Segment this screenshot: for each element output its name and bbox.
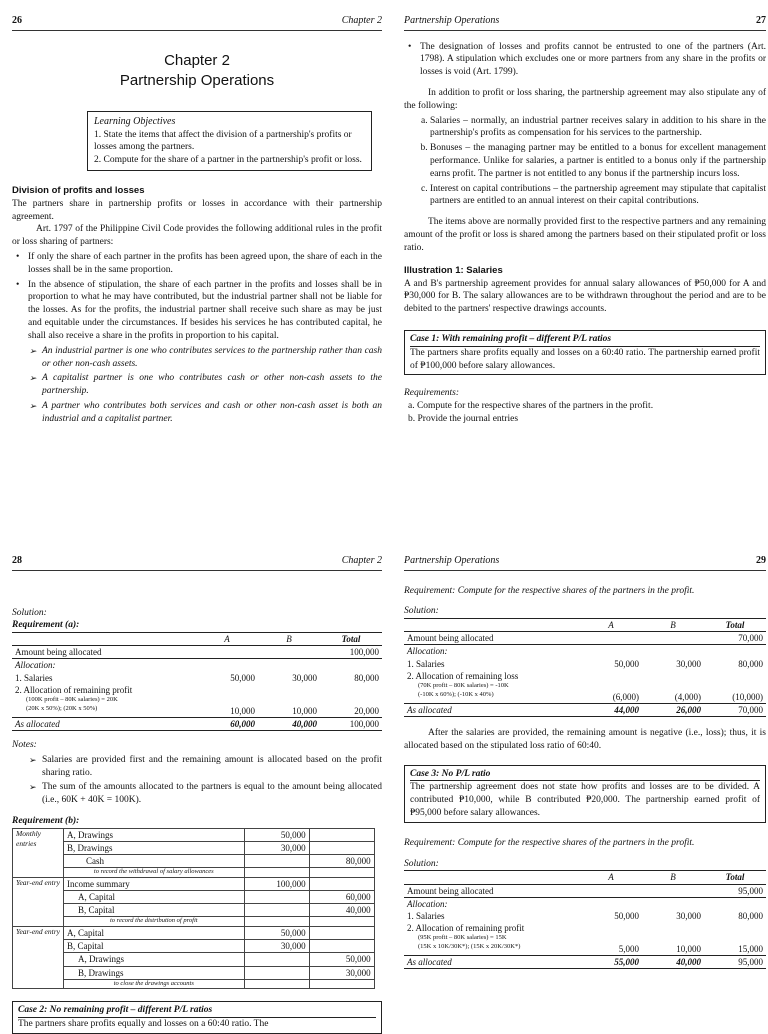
case-text: The partnership agreement does not state how profits and losses are to be divided. A contributed ₱10,000, while B contributed ₱20,000. The partnership earned profit of ₱95,000 before salary allowances. — [410, 782, 760, 818]
cell-value: 80,000 — [738, 658, 763, 669]
case-title: Case 1: With remaining profit – different P/L ratios — [410, 333, 760, 347]
cell-value: 26,000 — [676, 704, 701, 715]
cell-value: 70,000 — [738, 633, 763, 644]
objective-item: 2. Compute for the share of a partner in the partnership's profit or loss. — [94, 155, 362, 166]
cell-value: 80,000 — [738, 910, 763, 921]
cell-value: 40,000 — [292, 718, 317, 729]
row-label: Amount being allocated — [407, 885, 494, 896]
cell-value: (6,000) — [612, 691, 639, 702]
learning-objectives-box — [87, 111, 372, 171]
page-27 — [404, 14, 766, 534]
requirement-text: Requirement: Compute for the respective shares of the partners in the profit. — [404, 585, 695, 596]
debit — [244, 855, 309, 868]
objectives-title: Learning Objectives — [94, 116, 176, 127]
chapter-title — [12, 51, 382, 92]
account-name: B, Capital — [64, 904, 245, 917]
col-total: Total — [341, 634, 361, 645]
running-head: Partnership Operations — [404, 555, 500, 566]
cell-value: 5,000 — [618, 943, 639, 954]
credit: 60,000 — [309, 891, 374, 904]
col-total: Total — [725, 620, 745, 631]
list-item: ➢ A partner who contributes both services and cash or other non-cash asset is both an industrial and a capitalist partner. — [42, 400, 382, 426]
row-label: 1. Salaries — [407, 658, 445, 669]
requirements-title: Requirements: — [404, 388, 460, 399]
rules-list — [12, 251, 382, 343]
case-2-box — [12, 1001, 382, 1034]
account-name: Cash — [64, 855, 245, 868]
debit: 50,000 — [244, 927, 309, 940]
account-name: B, Drawings — [64, 841, 245, 854]
solution-label: Solution: — [404, 606, 439, 617]
section-title: Division of profits and losses — [12, 184, 145, 196]
cell-value: 95,000 — [738, 885, 763, 896]
credit: 50,000 — [309, 953, 374, 966]
credit — [309, 828, 374, 841]
credit — [309, 841, 374, 854]
row-label: As allocated — [407, 956, 452, 967]
row-label: 1. Salaries — [407, 910, 445, 921]
entry-note: to record the distribution of profit — [64, 917, 245, 927]
col-b: B — [670, 872, 676, 883]
page-header — [404, 14, 766, 31]
debit: 50,000 — [244, 828, 309, 841]
list-item: ➢ An industrial partner is one who contributes services to the partnership rather than cash or other non-cash assets. — [42, 345, 382, 371]
requirement-item: b. Provide the journal entries — [408, 414, 519, 424]
chapter-number: Chapter 2 — [164, 51, 230, 69]
col-b: B — [286, 634, 292, 645]
row-label: As allocated — [407, 704, 452, 715]
row-label: 2. Allocation of remaining profit — [407, 922, 525, 933]
cell-value: 100,000 — [349, 647, 379, 658]
list-item: ➢ A capitalist partner is one who contributes cash or other non-cash assets to the partnership. — [42, 372, 382, 398]
cell-value: 20,000 — [354, 705, 379, 716]
account-name: A, Capital — [64, 927, 245, 940]
cell-value: 95,000 — [738, 956, 763, 967]
account-name: A, Capital — [64, 891, 245, 904]
cell-value: 10,000 — [292, 705, 317, 716]
list-item: b. Bonuses – the managing partner may be entitled to a bonus for excellent management performance. Unlike for salaries, a partner is entitled to a bonus only if the partnership earns profit. The partner is not entitled to any bonus if the partnership incurs loss. — [430, 142, 766, 180]
credit: 80,000 — [309, 855, 374, 868]
cell-value: 70,000 — [738, 704, 763, 715]
case-1-box — [404, 330, 766, 375]
case-title: Case 2: No remaining profit – different P/L ratios — [18, 1004, 376, 1018]
notes-list — [12, 754, 382, 807]
chapter-name: Partnership Operations — [119, 71, 275, 89]
cell-value: (4,000) — [674, 691, 701, 702]
debit — [244, 904, 309, 917]
requirement-a-label: Requirement (a): — [12, 620, 80, 631]
paragraph: Art. 1797 of the Philippine Civil Code provides the following additional rules in the profit or loss sharing of partners: — [12, 224, 382, 248]
col-a: A — [224, 634, 230, 645]
journal-table — [12, 828, 375, 990]
page-header — [404, 554, 766, 571]
list-item: • In the absence of stipulation, the share of each partner in the profits and losses shall be in proportion to what he may have contributed, but the industrial partner shall not be liable for the losses. As for the profits, the industrial partner shall receive such share as may be just and equitable under the circumstances. If besides his services he has contributed capital, he shall also receive a share in the profits in proportion to his capital. — [28, 279, 382, 343]
chapter-label: Chapter 2 — [341, 555, 382, 566]
debit — [244, 953, 309, 966]
row-label: Allocation: — [407, 898, 448, 909]
credit — [309, 940, 374, 953]
row-label: 1. Salaries — [15, 672, 53, 683]
allocation-table — [12, 632, 382, 731]
credit: 30,000 — [309, 966, 374, 979]
row-note: (20K x 50%); (20K x 50%) — [26, 704, 98, 712]
row-note: (70K profit – 80K salaries) = -10K — [418, 681, 509, 689]
page-header — [12, 14, 382, 31]
list-item: c. Interest on capital contributions – the partnership agreement may stipulate that capitalist partners are entitled to an annual interest on their capital contributions. — [430, 183, 766, 209]
paragraph: The items above are normally provided first to the respective partners and any remaining amount of the profit or loss is shared among the partners based on their stipulated profit or loss ratio. — [404, 217, 766, 253]
stipulations-list — [404, 115, 766, 209]
cell-value: 80,000 — [354, 672, 379, 683]
page-26 — [12, 14, 382, 534]
page-header — [12, 554, 382, 571]
case-text: The partners share profits equally and losses on a 60:40 ratio. The — [18, 1019, 269, 1030]
row-label: Allocation: — [407, 646, 448, 657]
case-text: The partners share profits equally and losses on a 60:40 ratio. The partnership earned profit of ₱100,000 before salary allowances. — [410, 347, 760, 371]
page-number: 26 — [12, 15, 22, 26]
cell-value: 50,000 — [230, 672, 255, 683]
page-28 — [12, 554, 382, 1030]
credit — [309, 877, 374, 890]
debit — [244, 966, 309, 979]
credit — [309, 927, 374, 940]
cell-value: 15,000 — [738, 943, 763, 954]
entry-note: to close the drawings accounts — [64, 979, 245, 989]
list-item: ➢ Salaries are provided first and the remaining amount is allocated based on the profit sharing ratio. — [42, 754, 382, 780]
page-number: 28 — [12, 555, 22, 566]
rules-list — [404, 41, 766, 79]
debit — [244, 891, 309, 904]
col-total: Total — [725, 872, 745, 883]
cell-value: 40,000 — [676, 956, 701, 967]
illustration-title: Illustration 1: Salaries — [404, 264, 503, 276]
col-a: A — [608, 620, 614, 631]
cell-value: 60,000 — [230, 718, 255, 729]
running-head: Partnership Operations — [404, 15, 500, 26]
row-label: Amount being allocated — [407, 633, 494, 644]
row-note: (-10K x 60%); (-10K x 40%) — [418, 690, 494, 698]
row-label: Allocation: — [15, 660, 56, 671]
debit: 30,000 — [244, 841, 309, 854]
row-note: (15K x 10K/30K*); (15K x 20K/30K*) — [418, 942, 521, 950]
requirement-text: Requirement: Compute for the respective shares of the partners in the profit. — [404, 837, 695, 848]
cell-value: 30,000 — [676, 658, 701, 669]
requirement-item: a. Compute for the respective shares of the partners in the profit. — [408, 401, 654, 412]
entry-note: to record the withdrawal of salary allowances — [64, 868, 245, 878]
allocation-table — [404, 618, 766, 717]
definitions-list — [12, 345, 382, 426]
cell-value: 10,000 — [230, 705, 255, 716]
cell-value: 100,000 — [349, 718, 379, 729]
case-3-box — [404, 765, 766, 823]
cell-value: 10,000 — [676, 943, 701, 954]
debit: 30,000 — [244, 940, 309, 953]
paragraph: After the salaries are provided, the remaining amount is negative (i.e., loss); thus, it is allocated based on the stipulated loss ratio of 60:40. — [404, 727, 766, 751]
list-item: ➢ The sum of the amounts allocated to the partners is equal to the amount being allocated (i.e., 60K + 40K = 100K). — [42, 781, 382, 807]
col-a: A — [608, 872, 614, 883]
account-name: A, Drawings — [64, 953, 245, 966]
cell-value: 30,000 — [676, 910, 701, 921]
row-label: Amount being allocated — [15, 647, 102, 658]
cell-value: 44,000 — [614, 704, 639, 715]
list-item: • If only the share of each partner in the profits has been agreed upon, the share of each in the losses shall be in the same proportion. — [28, 251, 382, 277]
debit: 100,000 — [244, 877, 309, 890]
account-name: A, Drawings — [64, 828, 245, 841]
account-name: B, Drawings — [64, 966, 245, 979]
row-label: 2. Allocation of remaining profit — [15, 684, 133, 695]
objective-item: 1. State the items that affect the division of a partnership's profits or losses among the partners. — [94, 129, 352, 153]
list-item: a. Salaries – normally, an industrial partner receives salary in addition to his share in the partnership's profits as compensation for his services to the partnership. — [430, 115, 766, 141]
list-item: • The designation of losses and profits cannot be entrusted to one of the partners (Art. 1798). A stipulation which excludes one or more partners from any share in the profits or losses is void (Art. 1799). — [420, 41, 766, 79]
page-29 — [404, 554, 766, 1024]
notes-title: Notes: — [12, 739, 37, 750]
credit: 40,000 — [309, 904, 374, 917]
entry-label: Year-end entry — [13, 877, 64, 926]
case-title: Case 3: No P/L ratio — [410, 768, 760, 782]
account-name: Income summary — [64, 877, 245, 890]
cell-value: 55,000 — [614, 956, 639, 967]
row-note: (95K profit – 80K salaries) = 15K — [418, 934, 507, 942]
allocation-table — [404, 870, 766, 969]
cell-value: 50,000 — [614, 910, 639, 921]
paragraph: The partners share in partnership profits or losses in accordance with their partnership agreement. — [12, 198, 382, 222]
solution-label: Solution: — [12, 607, 47, 618]
row-label: 2. Allocation of remaining loss — [407, 670, 519, 681]
solution-label: Solution: — [404, 858, 439, 869]
paragraph: In addition to profit or loss sharing, the partnership agreement may also stipulate any of the following: — [404, 87, 766, 111]
col-b: B — [670, 620, 676, 631]
entry-label: Year-end entry — [13, 927, 64, 989]
page-number: 29 — [756, 555, 766, 566]
row-label: As allocated — [15, 718, 60, 729]
cell-value: 30,000 — [292, 672, 317, 683]
paragraph: A and B's partnership agreement provides for annual salary allowances of ₱50,000 for A and ₱30,000 for B. The salary allowances are to be withdrawn throughout the period and are to be debited to the partners' respective drawings accounts. — [404, 278, 766, 315]
requirement-b-label: Requirement (b): — [12, 815, 80, 826]
chapter-label: Chapter 2 — [341, 15, 382, 26]
account-name: B, Capital — [64, 940, 245, 953]
page-number: 27 — [756, 15, 766, 26]
cell-value: (10,000) — [732, 691, 763, 702]
row-note: (100K profit – 80K salaries) = 20K — [26, 695, 118, 703]
entry-label: Monthly entries — [13, 828, 64, 877]
cell-value: 50,000 — [614, 658, 639, 669]
